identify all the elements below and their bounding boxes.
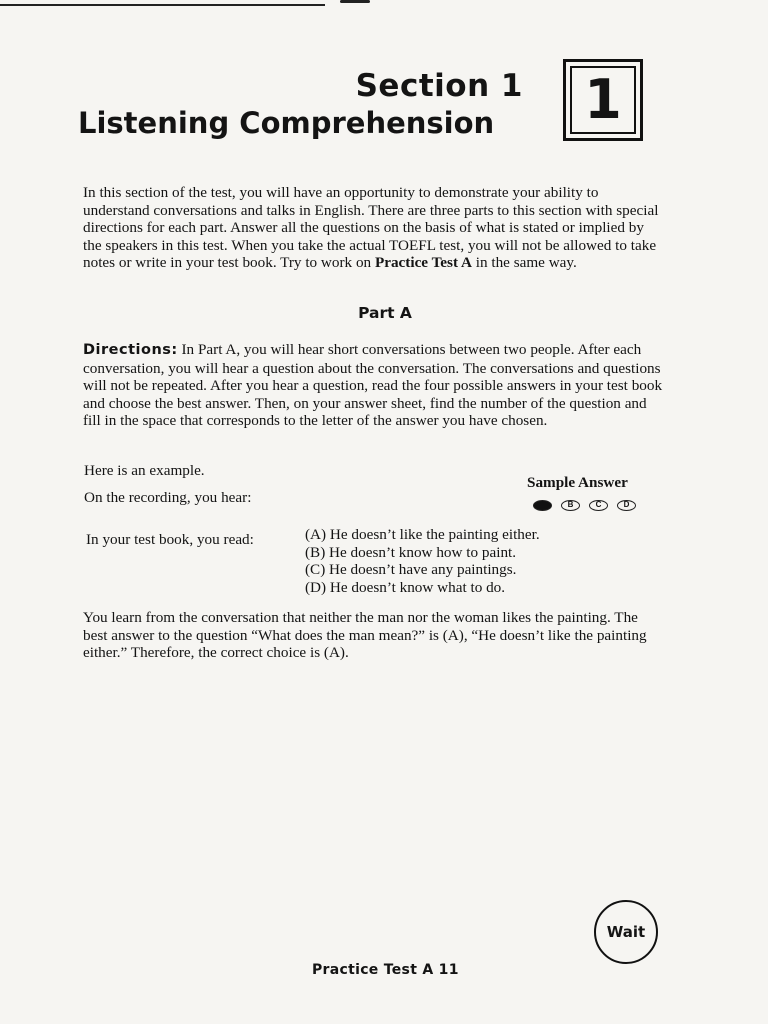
test-book-label: In your test book, you read: — [86, 531, 254, 548]
answer-bubble-b: B — [561, 500, 580, 511]
choice-b: (B) He doesn’t know how to paint. — [305, 543, 517, 561]
section-label: Section 1 — [355, 68, 523, 104]
answer-bubble-a — [533, 500, 552, 511]
page-footer: Practice Test A 11 — [312, 962, 459, 978]
sample-answer-bubbles — [533, 500, 636, 511]
top-mark — [340, 0, 370, 3]
directions-paragraph — [83, 341, 665, 430]
answer-bubble-c: C — [589, 500, 608, 511]
directions-label: Directions: — [83, 342, 178, 358]
answer-choices — [305, 526, 540, 596]
answer-bubble-d: D — [617, 500, 636, 511]
intro-text: In this section of the test, you will have an opportunity to demonstrate your ability to understand conversations and talks in English. There are three parts to this section with special directions for each part. Answer all the questions on the basis of what is stated or implied by the speakers in this test. When you take the actual TOEFL test, you will not be allowed to take notes or write in your test book. Try to work on — [83, 184, 659, 271]
section-number-box — [563, 59, 643, 141]
intro-paragraph — [83, 184, 665, 272]
intro-bold-test-name: Practice Test A — [374, 254, 472, 271]
on-recording-label: On the recording, you hear: — [84, 489, 252, 506]
wait-badge: Wait — [594, 900, 658, 964]
intro-end: in the same way. — [471, 254, 577, 271]
top-rule — [0, 4, 325, 6]
choice-d: (D) He doesn’t know what to do. — [305, 578, 506, 596]
explanation-paragraph: You learn from the conversation that neither the man nor the woman likes the painting. The best answer to the question “What does the man mean?” is (A), “He doesn’t like the painting either.” Therefore, the correct choice is (A). — [83, 609, 647, 661]
choice-c: (C) He doesn’t have any paintings. — [305, 561, 517, 578]
directions-text: In Part A, you will hear short conversations between two people. After each conversation, you will hear a question about the conversation. The conversations and questions will not be repeated. After you hear a question, read the four possible answers in your test book and choose the best answer. Then, on your answer sheet, find the number of the question and fill in the space that corresponds to the letter of the answer you have chosen. — [83, 341, 663, 429]
choice-a: (A) He doesn’t like the painting either. — [305, 526, 540, 543]
example-intro: Here is an example. — [84, 462, 205, 479]
part-a-title: Part A — [358, 304, 412, 322]
section-number: 1 — [584, 68, 622, 131]
page-title: Listening Comprehension — [78, 106, 495, 140]
sample-answer-label: Sample Answer — [527, 474, 628, 491]
page-heading — [78, 68, 523, 142]
